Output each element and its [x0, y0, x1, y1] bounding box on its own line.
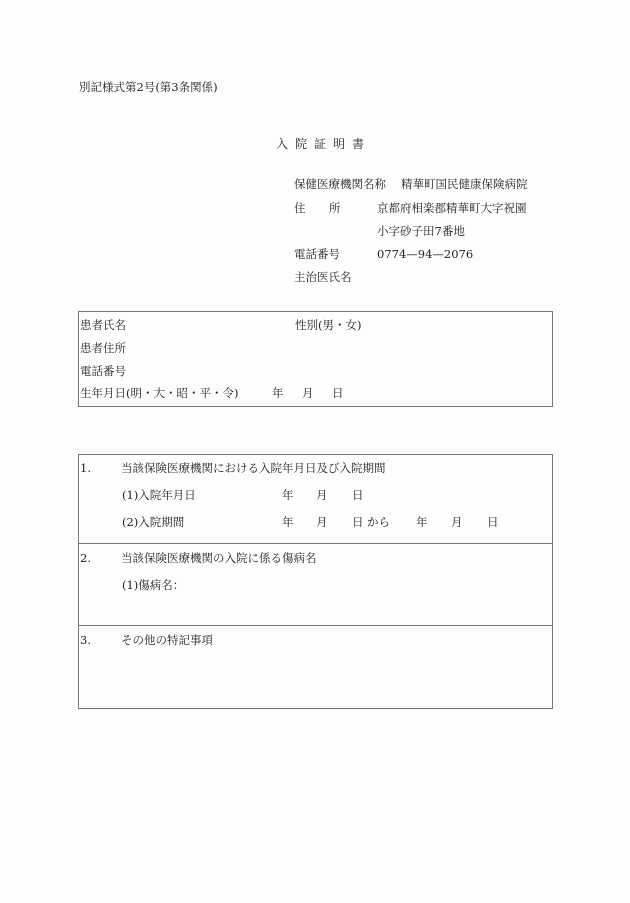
dob-month: 月 [302, 386, 314, 400]
address-label-2: 所 [329, 201, 341, 215]
admission-date-year: 年 [282, 488, 294, 502]
dob-year: 年 [272, 386, 284, 400]
section-3-heading: その他の特記事項 [121, 633, 213, 647]
institution-name-value: 精華町国民健康保険病院 [401, 177, 528, 191]
institution-name-label: 保健医療機関名称 [294, 177, 386, 191]
period-end-year: 年 [416, 515, 428, 529]
period-end-month: 月 [451, 515, 463, 529]
address-line1: 京都府相楽郡精華町大字祝園 [377, 201, 527, 215]
period-end-day: 日 [487, 515, 499, 529]
period-from: から [367, 515, 390, 529]
period-start-year: 年 [282, 515, 294, 529]
period-start-month: 月 [316, 515, 328, 529]
patient-address-label: 患者住所 [80, 341, 126, 355]
diagnosis-label: (1)傷病名： [122, 578, 185, 592]
admission-period-label: (2)入院期間 [122, 515, 185, 529]
phone-label: 電話番号 [294, 247, 340, 261]
address-line2: 小字砂子田7番地 [377, 224, 465, 238]
admission-date-month: 月 [316, 488, 328, 502]
dob-day: 日 [332, 386, 344, 400]
address-label-1: 住 [294, 201, 306, 215]
period-start-day: 日 [352, 515, 364, 529]
section-2-heading: 当該保険医療機関の入院に係る傷病名 [121, 551, 317, 565]
patient-sex-label[interactable]: 性別(男・女) [295, 318, 362, 332]
patient-phone-label: 電話番号 [80, 364, 126, 378]
patient-name-label: 患者氏名 [80, 318, 126, 332]
section-divider-2 [78, 625, 553, 626]
section-divider-1 [78, 543, 553, 544]
document-title: 入院証明書 [276, 137, 372, 151]
section-2-number: 2. [80, 551, 91, 565]
doctor-label: 主治医氏名 [294, 270, 352, 284]
form-reference: 別記様式第2号(第3条関係) [79, 80, 218, 94]
section-3-number: 3. [80, 633, 91, 647]
admission-date-label: (1)入院年月日 [122, 488, 196, 502]
phone-value: 0774—94—2076 [377, 247, 474, 261]
patient-dob-label: 生年月日(明・大・昭・平・令) [80, 386, 239, 400]
section-1-number: 1. [80, 461, 91, 475]
section-1-heading: 当該保険医療機関における入院年月日及び入院期間 [121, 461, 386, 475]
admission-date-day: 日 [352, 488, 364, 502]
